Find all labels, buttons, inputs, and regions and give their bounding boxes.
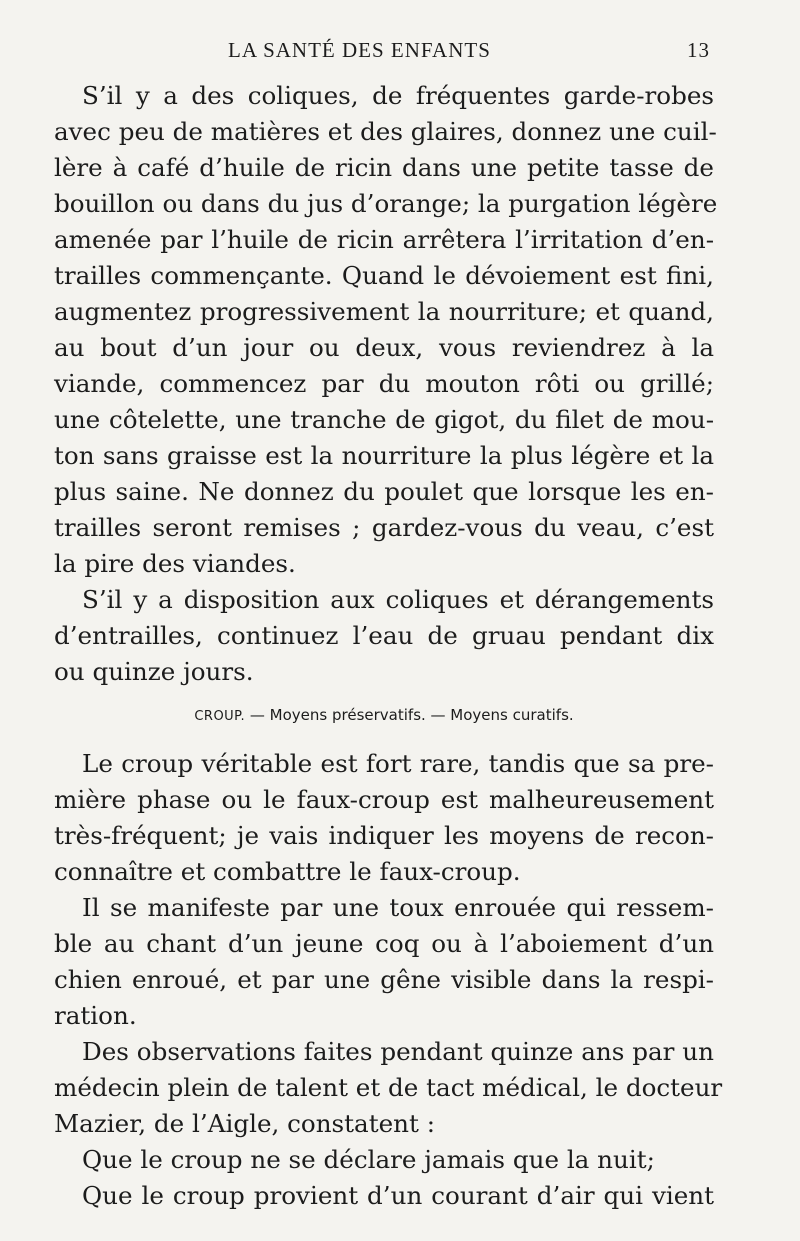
paragraph — [54, 890, 714, 1034]
text-line: la pire des viandes. — [54, 549, 296, 578]
text-line: mière phase ou le faux-croup est malheureusement — [54, 785, 714, 814]
text-line: ration. — [54, 1001, 137, 1030]
text-line: ble au chant d’un jeune coq ou à l’aboiement d’un — [54, 929, 714, 958]
text-line: S’il y a des coliques, de fréquentes garde-robes — [82, 81, 714, 110]
text-line: très-fréquent; je vais indiquer les moyens de recon- — [54, 821, 714, 850]
text-line: ton sans graisse est la nourriture la plus légère et la — [54, 441, 714, 470]
text-line: d’entrailles, continuez l’eau de gruau pendant dix — [54, 621, 714, 650]
paragraph — [54, 582, 714, 690]
text-line: Il se manifeste par une toux enrouée qui ressem- — [82, 893, 714, 922]
text-line: une côtelette, une tranche de gigot, du filet de mou- — [54, 405, 714, 434]
text-line: augmentez progressivement la nourriture; et quand, — [54, 297, 714, 326]
text-line: S’il y a disposition aux coliques et dérangements — [82, 585, 714, 614]
running-title: LA SANTÉ DES ENFANTS — [228, 38, 491, 62]
text-line: lère à café d’huile de ricin dans une petite tasse de — [54, 153, 714, 182]
text-line: viande, commencez par du mouton rôti ou grillé; — [54, 369, 714, 398]
section-heading — [54, 690, 714, 740]
page-header — [54, 38, 710, 66]
text-line: ou quinze jours. — [54, 657, 254, 686]
page-number: 13 — [687, 38, 710, 62]
paragraph — [54, 1142, 714, 1178]
text-line: trailles commençante. Quand le dévoiement est fini, — [54, 261, 714, 290]
section-heading-label: CROUP. — [194, 709, 246, 724]
text-line: chien enroué, et par une gêne visible dans la respi- — [54, 965, 714, 994]
text-line: connaître et combattre le faux-croup. — [54, 857, 521, 886]
text-line: Que le croup ne se déclare jamais que la nuit; — [82, 1145, 655, 1174]
text-line: Des observations faites pendant quinze ans par un — [82, 1037, 714, 1066]
paragraph — [54, 78, 718, 582]
text-line: bouillon ou dans du jus d’orange; la purgation légère — [54, 189, 718, 218]
page-body — [54, 78, 723, 1214]
paragraph — [54, 746, 714, 890]
section-heading-subtitle: — Moyens préservatifs. — Moyens curatifs. — [245, 706, 574, 724]
text-line: trailles seront remises ; gardez-vous du veau, c’est — [54, 513, 714, 542]
text-line: Mazier, de l’Aigle, constatent : — [54, 1109, 435, 1138]
paragraph — [54, 1034, 723, 1142]
text-line: au bout d’un jour ou deux, vous reviendrez à la — [54, 333, 714, 362]
text-line: avec peu de matières et des glaires, donnez une cuil- — [54, 117, 717, 146]
text-line: médecin plein de talent et de tact médical, le docteur — [54, 1073, 723, 1102]
text-line: Le croup véritable est fort rare, tandis que sa pre- — [82, 749, 714, 778]
text-line: amenée par l’huile de ricin arrêtera l’irritation d’en- — [54, 225, 714, 254]
text-line: Que le croup provient d’un courant d’air qui vient — [82, 1181, 714, 1210]
text-line: plus saine. Ne donnez du poulet que lorsque les en- — [54, 477, 714, 506]
paragraph — [54, 1178, 714, 1214]
